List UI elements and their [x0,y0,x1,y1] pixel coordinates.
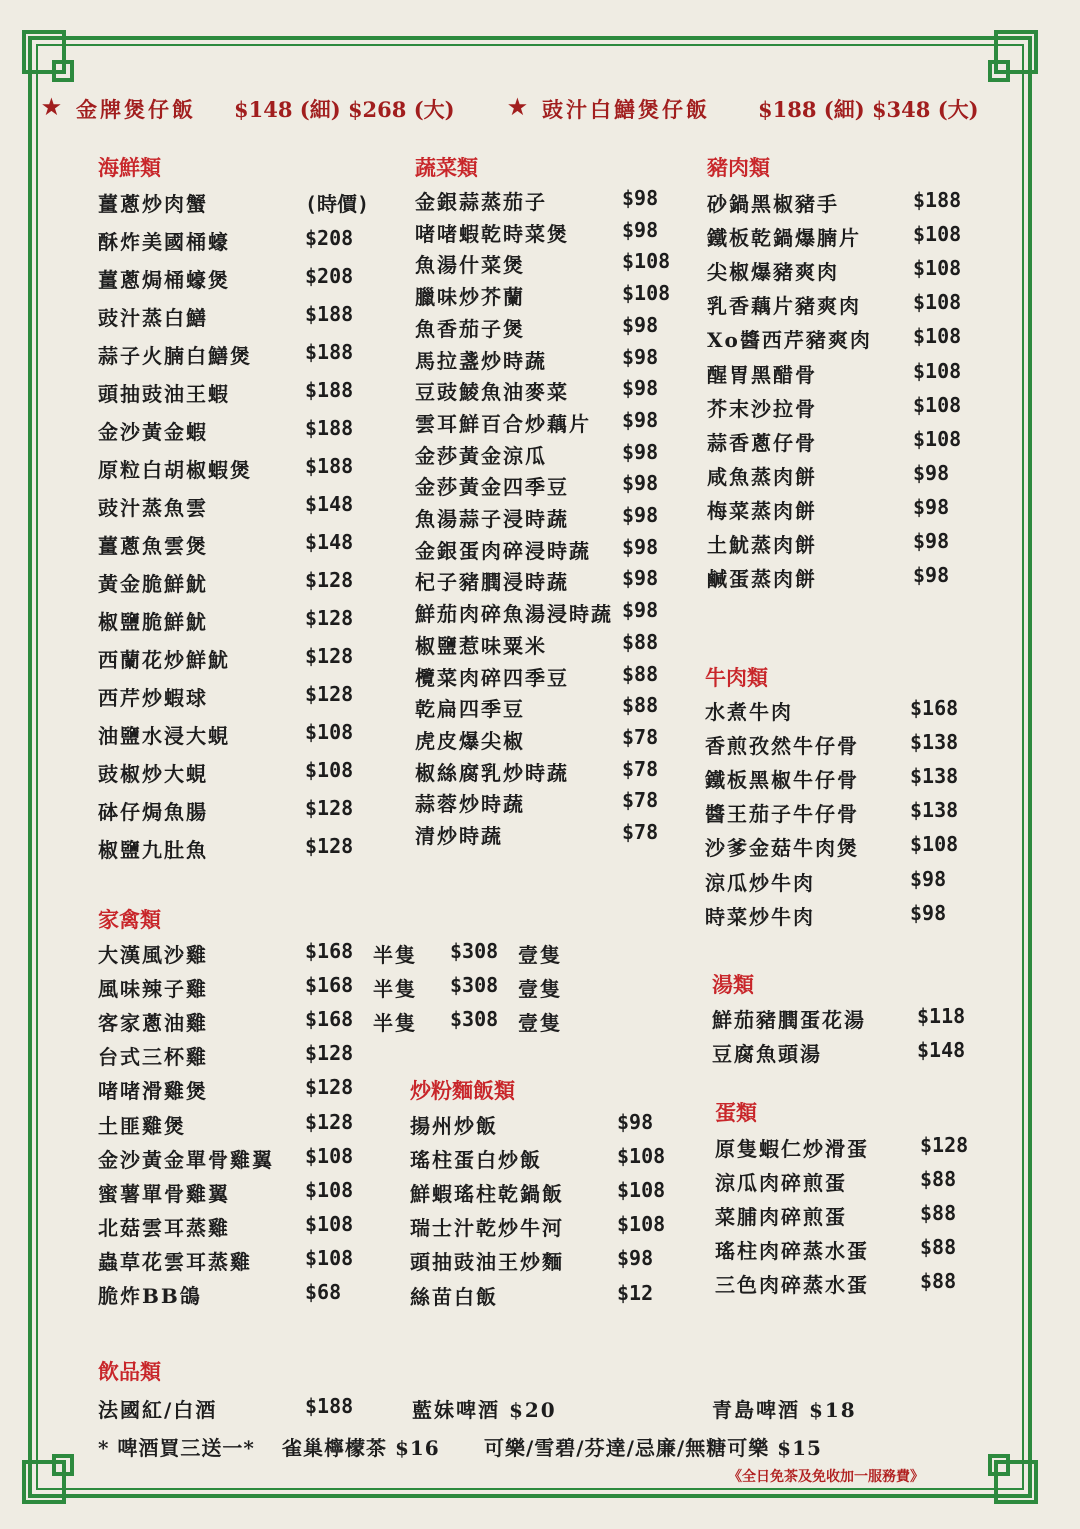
seafood-item-price: $188 [305,378,354,402]
seafood-item-name: 金沙黃金蝦 [98,420,208,444]
vegetable-item-name: 金莎黃金涼瓜 [415,444,547,468]
poultry-item-half-label: 半隻 [373,943,417,967]
pork-item-name: 咸魚蒸肉餅 [707,465,817,489]
poultry-item-price: $108 [305,1144,354,1168]
drink-wine-price: $188 [305,1394,354,1418]
beef-item-price: $138 [910,798,959,822]
vegetable-item-name: 虎皮爆尖椒 [415,729,525,753]
vegetable-item-name: 蒜蓉炒時蔬 [415,792,525,816]
pork-item-price: $108 [913,359,962,383]
vegetable-item-price: $88 [622,630,659,654]
pork-item-name: 梅菜蒸肉餅 [707,499,817,523]
beef-item-name: 時菜炒牛肉 [705,905,815,929]
soup-item-price: $148 [917,1038,966,1062]
section-title-beef: 牛肉類 [705,665,768,690]
pork-item-price: $108 [913,256,962,280]
egg-item-price: $128 [920,1133,969,1157]
poultry-item-whole-label: 壹隻 [518,977,562,1001]
vegetable-item-name: 金銀蛋肉碎浸時蔬 [415,539,591,563]
beef-item-name: 水煮牛肉 [705,700,793,724]
pork-item-name: 鐵板乾鍋爆腩片 [707,226,861,250]
seafood-item-name: 酥炸美國桶蠔 [98,230,230,254]
vegetable-item-name: 啫啫蝦乾時菜煲 [415,222,569,246]
pork-item-name: Xo醬西芹豬爽肉 [707,328,872,352]
poultry-item-name: 脆炸BB鴿 [98,1284,202,1308]
poultry-item-name: 土匪雞煲 [98,1114,186,1138]
section-title-drinks: 飲品類 [98,1359,161,1384]
pork-item-price: $98 [913,529,950,553]
poultry-item-name: 啫啫滑雞煲 [98,1079,208,1103]
poultry-item-half-label: 半隻 [373,1011,417,1035]
vegetable-item-name: 魚香茄子煲 [415,317,525,341]
poultry-item-price: $128 [305,1110,354,1134]
poultry-item-price: $128 [305,1041,354,1065]
seafood-item-price: $188 [305,340,354,364]
pork-item-price: $98 [913,495,950,519]
section-title-seafood: 海鮮類 [98,155,161,180]
vegetable-item-name: 雲耳鮮百合炒藕片 [415,412,591,436]
poultry-item-whole-price: $308 [450,973,499,997]
vegetable-item-name: 魚湯蒜子浸時蔬 [415,507,569,531]
egg-item-name: 涼瓜肉碎煎蛋 [715,1171,847,1195]
banner-price-1: $148 (細) $268 (大) [234,97,455,122]
seafood-item-name: 椒鹽九肚魚 [98,838,208,862]
vegetable-item-price: $98 [622,313,659,337]
beef-item-name: 鐵板黑椒牛仔骨 [705,768,859,792]
noodles-item-price: $108 [617,1212,666,1236]
noodles-item-price: $98 [617,1246,654,1270]
poultry-item-half-label: 半隻 [373,977,417,1001]
seafood-item-price: $188 [305,302,354,326]
seafood-item-name: 西蘭花炒鮮魷 [98,648,230,672]
pork-item-name: 砂鍋黑椒豬手 [707,192,839,216]
soup-item-name: 鮮茄豬膶蛋花湯 [712,1008,866,1032]
vegetable-item-price: $78 [622,788,659,812]
egg-item-name: 原隻蝦仁炒滑蛋 [715,1137,869,1161]
pork-item-name: 乳香藕片豬爽肉 [707,294,861,318]
egg-item-price: $88 [920,1269,957,1293]
beef-item-price: $138 [910,764,959,788]
frame-corner-top-right [994,30,1038,74]
section-title-soup: 湯類 [712,972,754,997]
poultry-item-name: 大漢風沙雞 [98,943,208,967]
pork-item-price: $98 [913,563,950,587]
seafood-item-price: $128 [305,606,354,630]
service-charge-note: 《全日免茶及免收加一服務費》 [728,1469,924,1485]
vegetable-item-name: 椒絲腐乳炒時蔬 [415,761,569,785]
poultry-item-price: $168 [305,939,354,963]
poultry-item-price: $168 [305,1007,354,1031]
drink-soft-drinks: 可樂/雪碧/芬達/忌廉/無糖可樂 $15 [484,1436,822,1460]
section-title-egg: 蛋類 [715,1100,757,1125]
seafood-item-price: $188 [305,454,354,478]
noodles-item-price: $12 [617,1281,654,1305]
star-icon: ★ [508,94,527,119]
vegetable-item-price: $98 [622,503,659,527]
vegetable-item-price: $98 [622,598,659,622]
egg-item-price: $88 [920,1201,957,1225]
poultry-item-name: 客家蔥油雞 [98,1011,208,1035]
noodles-item-name: 鮮蝦瑤柱乾鍋飯 [410,1182,564,1206]
vegetable-item-price: $98 [622,376,659,400]
soup-item-price: $118 [917,1004,966,1028]
poultry-item-price: $168 [305,973,354,997]
vegetable-item-price: $98 [622,471,659,495]
beef-item-price: $108 [910,832,959,856]
vegetable-item-name: 金莎黃金四季豆 [415,475,569,499]
seafood-item-price: $148 [305,492,354,516]
section-title-noodles: 炒粉麵飯類 [410,1078,515,1103]
vegetable-item-price: $98 [622,345,659,369]
seafood-item-price: $208 [305,264,354,288]
poultry-item-name: 北菇雲耳蒸雞 [98,1216,230,1240]
seafood-item-name: 黃金脆鮮魷 [98,572,208,596]
section-title-pork: 豬肉類 [707,155,770,180]
banner-dish-1: 金牌煲仔飯 [76,97,196,122]
poultry-item-price: $128 [305,1075,354,1099]
pork-item-name: 蒜香蔥仔骨 [707,431,817,455]
poultry-item-name: 金沙黃金單骨雞翼 [98,1148,274,1172]
vegetable-item-name: 杞子豬膶浸時蔬 [415,570,569,594]
seafood-item-price: $128 [305,568,354,592]
vegetable-item-name: 臘味炒芥蘭 [415,285,525,309]
noodles-item-price: $108 [617,1178,666,1202]
seafood-item-price: $128 [305,644,354,668]
seafood-item-name: 豉椒炒大蜆 [98,762,208,786]
vegetable-item-price: $98 [622,440,659,464]
vegetable-item-name: 欖菜肉碎四季豆 [415,666,569,690]
seafood-item-name: 原粒白胡椒蝦煲 [98,458,252,482]
vegetable-item-price: $98 [622,535,659,559]
pork-item-name: 芥末沙拉骨 [707,397,817,421]
seafood-item-name: 西芹炒蝦球 [98,686,208,710]
vegetable-item-name: 鮮茄肉碎魚湯浸時蔬 [415,602,613,626]
poultry-item-price: $68 [305,1280,342,1304]
vegetable-item-price: $108 [622,249,671,273]
poultry-item-price: $108 [305,1246,354,1270]
noodles-item-name: 頭抽豉油王炒麵 [410,1250,564,1274]
beef-item-name: 香煎孜然牛仔骨 [705,734,859,758]
banner-dish-2: 豉汁白鱔煲仔飯 [542,97,710,122]
seafood-item-name: 蒜子火腩白鱔煲 [98,344,252,368]
vegetable-item-name: 馬拉盞炒時蔬 [415,349,547,373]
poultry-item-price: $108 [305,1178,354,1202]
vegetable-item-name: 乾扁四季豆 [415,697,525,721]
poultry-item-price: $108 [305,1212,354,1236]
pork-item-price: $188 [913,188,962,212]
pork-item-price: $108 [913,290,962,314]
poultry-item-name: 蟲草花雲耳蒸雞 [98,1250,252,1274]
seafood-item-price: $208 [305,226,354,250]
pork-item-name: 醒胃黑醋骨 [707,363,817,387]
poultry-item-name: 風味辣子雞 [98,977,208,1001]
seafood-item-name: 頭抽豉油王蝦 [98,382,230,406]
seafood-item-price: $108 [305,758,354,782]
frame-corner-bottom-right [994,1460,1038,1504]
drink-beer-promo: * 啤酒買三送一* [98,1436,255,1460]
drink-tsingtao: 青島啤酒 $18 [712,1398,857,1422]
noodles-item-price: $108 [617,1144,666,1168]
poultry-item-whole-label: 壹隻 [518,1011,562,1035]
pork-item-price: $108 [913,393,962,417]
seafood-item-price: $128 [305,682,354,706]
vegetable-item-name: 金銀蒜蒸茄子 [415,190,547,214]
seafood-item-price: $148 [305,530,354,554]
noodles-item-price: $98 [617,1110,654,1134]
vegetable-item-price: $98 [622,408,659,432]
star-icon: ★ [42,94,61,119]
pork-item-price: $108 [913,427,962,451]
beef-item-price: $98 [910,867,947,891]
poultry-item-whole-price: $308 [450,939,499,963]
vegetable-item-price: $98 [622,566,659,590]
seafood-item-name: 薑蔥炒肉蟹 [98,192,208,216]
seafood-item-name: 油鹽水浸大蜆 [98,724,230,748]
seafood-item-price: $188 [305,416,354,440]
seafood-item-name: 豉汁蒸白鱔 [98,306,208,330]
seafood-item-price: $128 [305,796,354,820]
beef-item-price: $138 [910,730,959,754]
pork-item-price: $98 [913,461,950,485]
drink-blue-girl: 藍妹啤酒 $20 [412,1398,557,1422]
beef-item-price: $98 [910,901,947,925]
vegetable-item-name: 椒鹽惹味粟米 [415,634,547,658]
pork-item-price: $108 [913,222,962,246]
vegetable-item-price: $78 [622,725,659,749]
beef-item-name: 涼瓜炒牛肉 [705,871,815,895]
section-title-poultry: 家禽類 [98,907,161,932]
vegetable-item-price: $78 [622,757,659,781]
seafood-item-name: 砵仔焗魚腸 [98,800,208,824]
poultry-item-name: 台式三杯雞 [98,1045,208,1069]
seafood-item-name: 豉汁蒸魚雲 [98,496,208,520]
beef-item-price: $168 [910,696,959,720]
pork-item-name: 土魷蒸肉餅 [707,533,817,557]
egg-item-price: $88 [920,1235,957,1259]
poultry-item-name: 蜜薯單骨雞翼 [98,1182,230,1206]
seafood-item-price: $128 [305,834,354,858]
vegetable-item-name: 清炒時蔬 [415,824,503,848]
drink-wine: 法國紅/白酒 [98,1398,218,1422]
section-title-vegetable: 蔬菜類 [415,155,478,180]
pork-item-name: 鹹蛋蒸肉餅 [707,567,817,591]
poultry-item-whole-price: $308 [450,1007,499,1031]
vegetable-item-price: $88 [622,693,659,717]
egg-item-name: 菜脯肉碎煎蛋 [715,1205,847,1229]
vegetable-item-name: 豆豉鯪魚油麥菜 [415,380,569,404]
drink-lemon-tea: 雀巢檸檬茶 $16 [282,1436,440,1460]
vegetable-item-price: $78 [622,820,659,844]
noodles-item-name: 瑤柱蛋白炒飯 [410,1148,542,1172]
vegetable-item-price: $108 [622,281,671,305]
soup-item-name: 豆腐魚頭湯 [712,1042,822,1066]
noodles-item-name: 瑞士汁乾炒牛河 [410,1216,564,1240]
poultry-item-whole-label: 壹隻 [518,943,562,967]
pork-item-name: 尖椒爆豬爽肉 [707,260,839,284]
noodles-item-name: 絲苗白飯 [410,1285,498,1309]
banner-price-2: $188 (細) $348 (大) [758,97,979,122]
seafood-item-name: 椒鹽脆鮮魷 [98,610,208,634]
seafood-item-price: (時價) [305,192,370,216]
egg-item-price: $88 [920,1167,957,1191]
noodles-item-name: 揚州炒飯 [410,1114,498,1138]
beef-item-name: 醬王茄子牛仔骨 [705,802,859,826]
pork-item-price: $108 [913,324,962,348]
frame-corner-bottom-left [22,1460,66,1504]
seafood-item-name: 薑蔥焗桶蠔煲 [98,268,230,292]
seafood-item-price: $108 [305,720,354,744]
frame-corner-top-left [22,30,66,74]
beef-item-name: 沙爹金菇牛肉煲 [705,836,859,860]
seafood-item-name: 薑蔥魚雲煲 [98,534,208,558]
vegetable-item-price: $88 [622,662,659,686]
special-banner [42,94,1032,126]
vegetable-item-price: $98 [622,186,659,210]
vegetable-item-name: 魚湯什菜煲 [415,253,525,277]
egg-item-name: 三色肉碎蒸水蛋 [715,1273,869,1297]
egg-item-name: 瑤柱肉碎蒸水蛋 [715,1239,869,1263]
vegetable-item-price: $98 [622,218,659,242]
